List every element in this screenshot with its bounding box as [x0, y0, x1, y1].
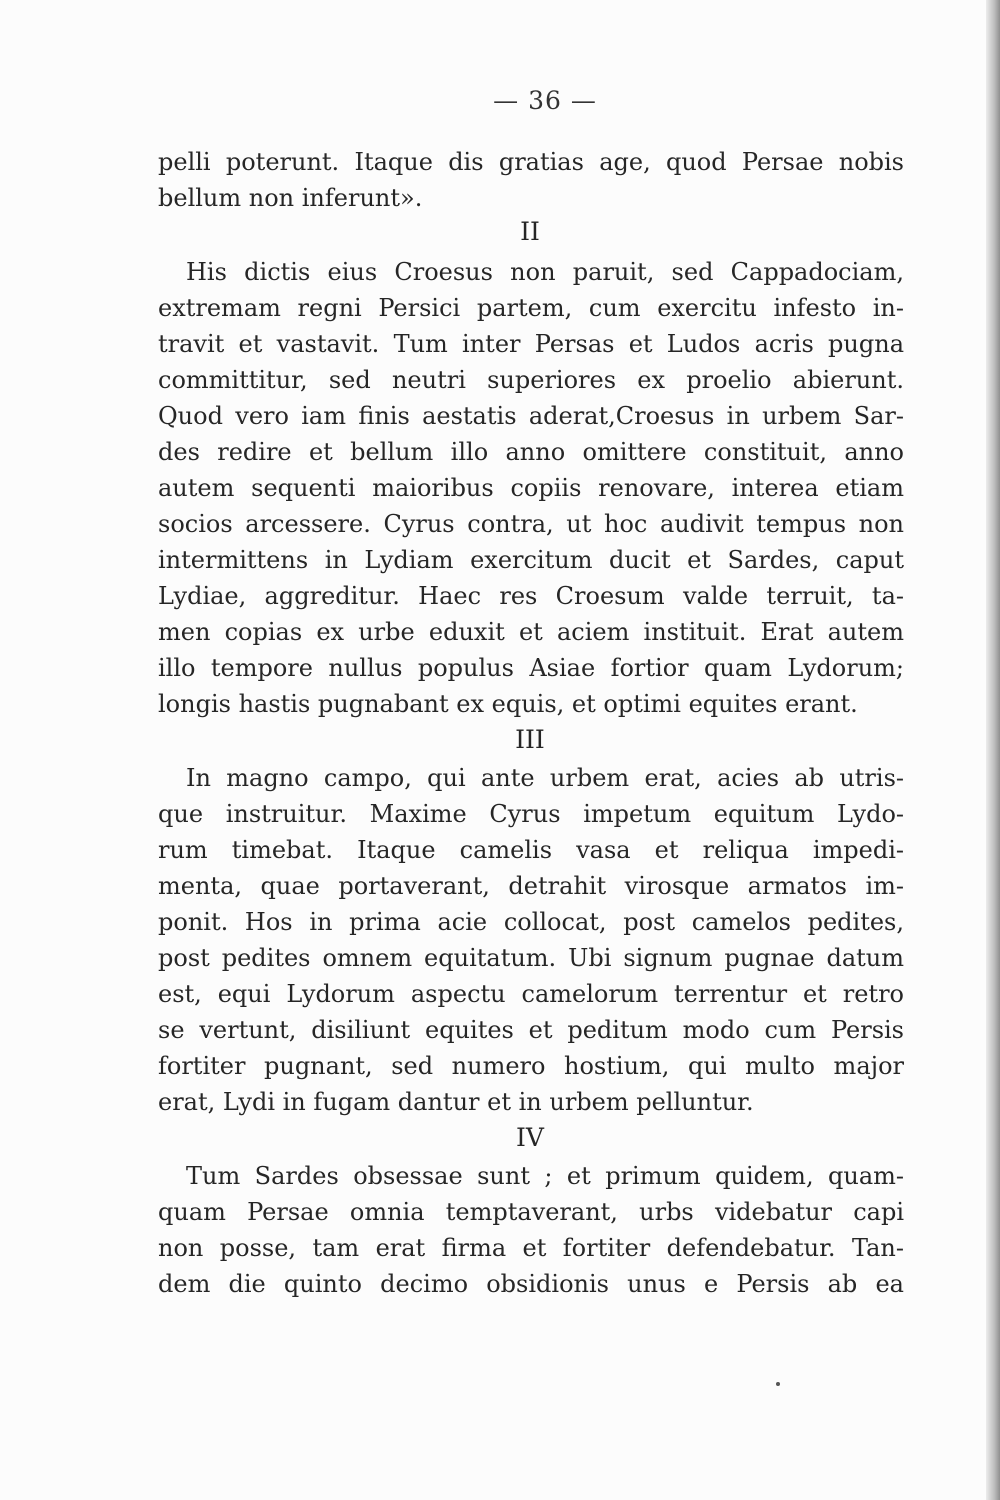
section-heading-ii: II: [520, 217, 540, 246]
page-number: — 36 —: [493, 86, 597, 115]
text-line: ponit. Hos in prima acie collocat, post camelos pedites,: [158, 908, 904, 936]
text-line: Lydiae, aggreditur. Haec res Croesum valde terruit, ta-: [158, 582, 904, 610]
text-line: fortiter pugnant, sed numero hostium, qui multo major: [158, 1052, 904, 1080]
text-line: intermittens in Lydiam exercitum ducit et Sardes, caput: [158, 546, 904, 574]
text-line: longis hastis pugnabant ex equis, et optimi equites erant.: [158, 690, 858, 718]
section-iii: [158, 760, 904, 1120]
text-line: est, equi Lydorum aspectu camelorum terrentur et retro: [158, 980, 904, 1008]
section-ii: [158, 254, 904, 722]
text-line: bellum non inferunt».: [158, 184, 423, 212]
text-line: post pedites omnem equitatum. Ubi signum pugnae datum: [158, 944, 904, 972]
text-line: His dictis eius Croesus non paruit, sed Cappadociam,: [186, 258, 904, 286]
text-line: extremam regni Persici partem, cum exercitu infesto in-: [158, 294, 904, 322]
text-line: illo tempore nullus populus Asiae fortior quam Lydorum;: [158, 654, 904, 682]
text-line: quam Persae omnia temptaverant, urbs videbatur capi: [158, 1198, 904, 1226]
text-line: men copias ex urbe eduxit et aciem instituit. Erat autem: [158, 618, 904, 646]
text-line: des redire et bellum illo anno omittere constituit, anno: [158, 438, 904, 466]
text-line: pelli poterunt. Itaque dis gratias age, quod Persae nobis: [158, 148, 904, 176]
text-line: In magno campo, qui ante urbem erat, acies ab utris-: [186, 764, 904, 792]
text-line: dem die quinto decimo obsidionis unus e Persis ab ea: [158, 1270, 904, 1298]
section-intro: [158, 144, 904, 216]
text-line: se vertunt, disiliunt equites et peditum modo cum Persis: [158, 1016, 904, 1044]
section-heading-iii: III: [515, 725, 545, 754]
section-iv: [158, 1158, 904, 1302]
text-line: committitur, sed neutri superiores ex proelio abierunt.: [158, 366, 904, 394]
text-line: Tum Sardes obsessae sunt ; et primum quidem, quam-: [186, 1162, 904, 1190]
text-line: travit et vastavit. Tum inter Persas et Ludos acris pugna: [158, 330, 904, 358]
text-line: autem sequenti maioribus copiis renovare, interea etiam: [158, 474, 904, 502]
paper-speck: [776, 1382, 780, 1386]
section-heading-iv: IV: [516, 1123, 544, 1152]
text-line: que instruitur. Maxime Cyrus impetum equitum Lydo-: [158, 800, 904, 828]
text-line: menta, quae portaverant, detrahit virosque armatos im-: [158, 872, 904, 900]
text-line: erat, Lydi in fugam dantur et in urbem pelluntur.: [158, 1088, 754, 1116]
text-line: rum timebat. Itaque camelis vasa et reliqua impedi-: [158, 836, 904, 864]
text-line: Quod vero iam finis aestatis aderat,Croesus in urbem Sar-: [158, 402, 904, 430]
text-line: non posse, tam erat firma et fortiter defendebatur. Tan-: [158, 1234, 904, 1262]
text-line: socios arcessere. Cyrus contra, ut hoc audivit tempus non: [158, 510, 904, 538]
